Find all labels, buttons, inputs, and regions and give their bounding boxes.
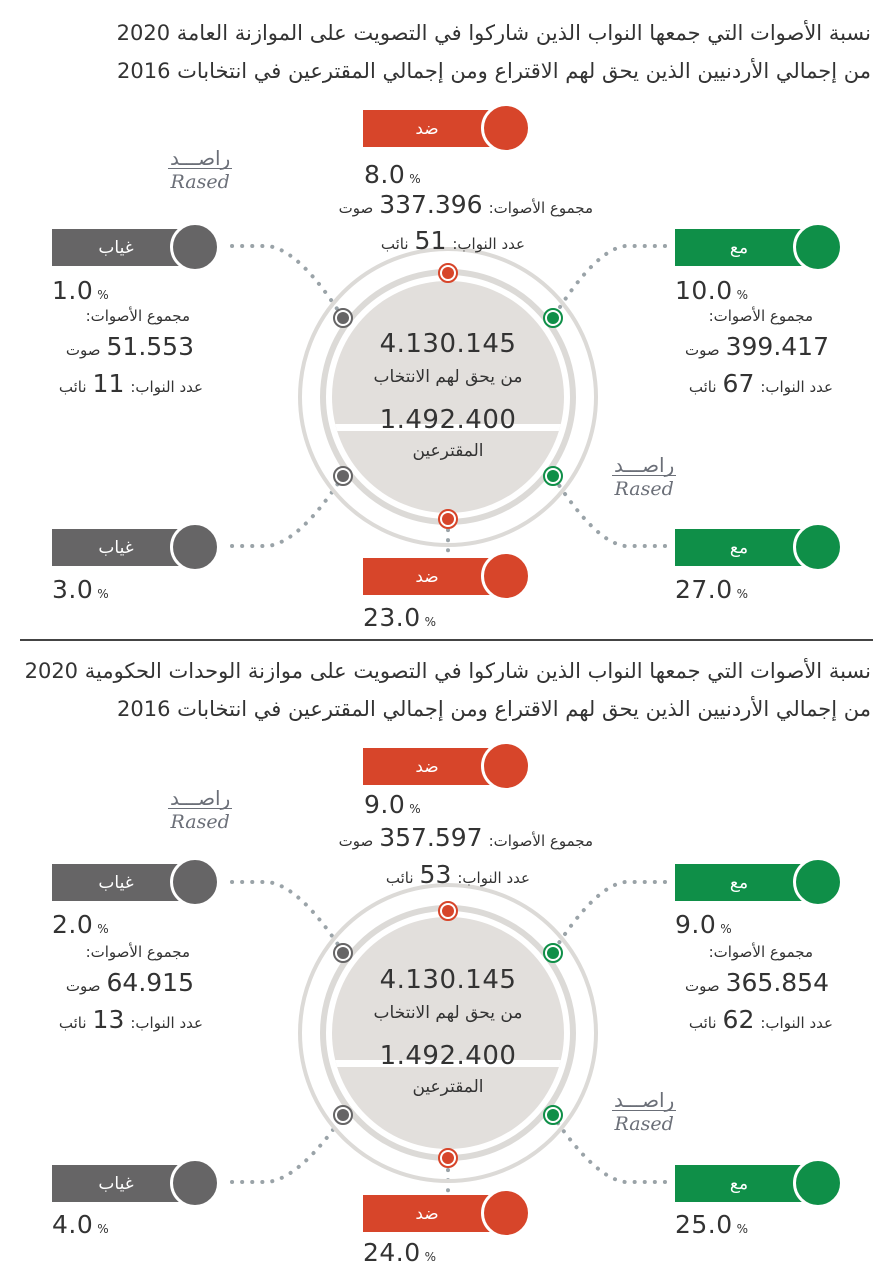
node-absent-bottom <box>333 1105 353 1125</box>
center-circle <box>298 247 598 547</box>
node-against-bottom <box>438 1148 458 1168</box>
absent-top-mps: عدد النواب:13نائب <box>58 1005 203 1034</box>
title-line-2: من إجمالي الأردنيين الذين يحق لهم الاقتراع ومن إجمالي المقترعين في انتخابات 2016 <box>117 697 871 721</box>
title-line-1: نسبة الأصوات التي جمعها النواب الذين شاركوا في التصويت على موازنة الوحدات الحكومية 2020 <box>24 659 871 683</box>
voters-label: المقترعين <box>412 1077 484 1097</box>
absent-bottom-pct: 3.0 % <box>52 575 110 604</box>
node-for-bottom <box>543 1105 563 1125</box>
voters-label: المقترعين <box>412 441 484 461</box>
absent-bottom-pill: غياب <box>52 1165 220 1202</box>
against-top-mps: عدد النواب:53نائب <box>385 860 530 889</box>
node-against-bottom <box>438 509 458 529</box>
absent-top-votes-label: مجموع الأصوات: <box>85 943 190 961</box>
node-for-top <box>543 308 563 328</box>
for-top-pct: 10.0 % <box>675 276 749 305</box>
for-top-pct: 9.0 % <box>675 910 733 939</box>
for-bottom-pill: مع <box>675 1165 843 1202</box>
rased-logo: راصـــد Rased <box>170 146 231 193</box>
center-circle <box>298 883 598 1183</box>
against-dot-icon <box>481 103 531 153</box>
against-bottom-pct: 23.0 % <box>363 603 437 632</box>
rased-logo: راصـــد Rased <box>170 786 231 833</box>
for-bottom-pill: مع <box>675 529 843 566</box>
absent-top-votes: 51.553صوت <box>65 332 194 361</box>
title-line-2: من إجمالي الأردنيين الذين يحق لهم الاقتراع ومن إجمالي المقترعين في انتخابات 2016 <box>117 59 871 83</box>
for-bottom-pct: 27.0 % <box>675 575 749 604</box>
absent-dot-icon <box>170 857 220 907</box>
rased-logo: راصـــد Rased <box>614 1088 675 1135</box>
against-top-pct: 9.0 % <box>364 790 422 819</box>
against-label: ضد <box>363 110 491 147</box>
node-against-top <box>438 263 458 283</box>
eligible-value: 4.130.145 <box>379 329 517 359</box>
for-top-votes: 365.854صوت <box>685 968 829 997</box>
node-against-top <box>438 901 458 921</box>
for-dot-icon <box>793 857 843 907</box>
absent-top-pct: 1.0 % <box>52 276 110 305</box>
absent-dot-icon <box>170 1158 220 1208</box>
absent-top-votes-label: مجموع الأصوات: <box>85 307 190 325</box>
against-top-mps: عدد النواب:51نائب <box>380 226 525 255</box>
absent-top-pill: غياب <box>52 864 220 901</box>
voters-value: 1.492.400 <box>379 405 517 435</box>
against-dot-icon <box>481 1188 531 1238</box>
for-top-pill: مع <box>675 864 843 901</box>
for-top-mps: عدد النواب:67نائب <box>688 369 833 398</box>
against-top-pct: 8.0 % <box>364 160 422 189</box>
absent-top-pct: 2.0 % <box>52 910 110 939</box>
against-top-pill <box>363 110 531 147</box>
eligible-value: 4.130.145 <box>379 965 517 995</box>
for-top-votes-label: مجموع الأصوات: <box>708 307 813 325</box>
voters-value: 1.492.400 <box>379 1041 517 1071</box>
absent-dot-icon <box>170 222 220 272</box>
node-absent-top <box>333 943 353 963</box>
against-top-votes: مجموع الأصوات:337.396صوت <box>338 190 593 219</box>
node-for-top <box>543 943 563 963</box>
section-government-units-budget <box>0 638 895 1273</box>
for-top-pill <box>675 229 843 266</box>
node-absent-top <box>333 308 353 328</box>
against-top-pill: ضد <box>363 748 531 785</box>
eligible-label: من يحق لهم الانتخاب <box>373 367 523 387</box>
for-dot-icon <box>793 222 843 272</box>
for-top-votes: 399.417صوت <box>685 332 829 361</box>
for-label: مع <box>675 229 803 266</box>
for-top-votes-label: مجموع الأصوات: <box>708 943 813 961</box>
against-bottom-pct: 24.0 % <box>363 1238 437 1267</box>
for-bottom-pct: 25.0 % <box>675 1210 749 1239</box>
absent-dot-icon <box>170 522 220 572</box>
absent-bottom-pct: 4.0 % <box>52 1210 110 1239</box>
section-general-budget <box>0 0 895 635</box>
against-top-votes: مجموع الأصوات:357.597صوت <box>338 823 593 852</box>
absent-label: غياب <box>52 229 180 266</box>
against-bottom-pill: ضد <box>363 1195 531 1232</box>
for-dot-icon <box>793 522 843 572</box>
absent-top-pill <box>52 229 220 266</box>
node-for-bottom <box>543 466 563 486</box>
against-dot-icon <box>481 741 531 791</box>
absent-top-mps: عدد النواب:11نائب <box>58 369 203 398</box>
against-bottom-pill: ضد <box>363 558 531 595</box>
node-absent-bottom <box>333 466 353 486</box>
for-top-mps: عدد النواب:62نائب <box>688 1005 833 1034</box>
eligible-label: من يحق لهم الانتخاب <box>373 1003 523 1023</box>
absent-top-votes: 64.915صوت <box>65 968 194 997</box>
absent-bottom-pill: غياب <box>52 529 220 566</box>
rased-logo: راصـــد Rased <box>614 453 675 500</box>
title-line-1: نسبة الأصوات التي جمعها النواب الذين شاركوا في التصويت على الموازنة العامة 2020 <box>116 21 871 45</box>
for-dot-icon <box>793 1158 843 1208</box>
against-dot-icon <box>481 551 531 601</box>
